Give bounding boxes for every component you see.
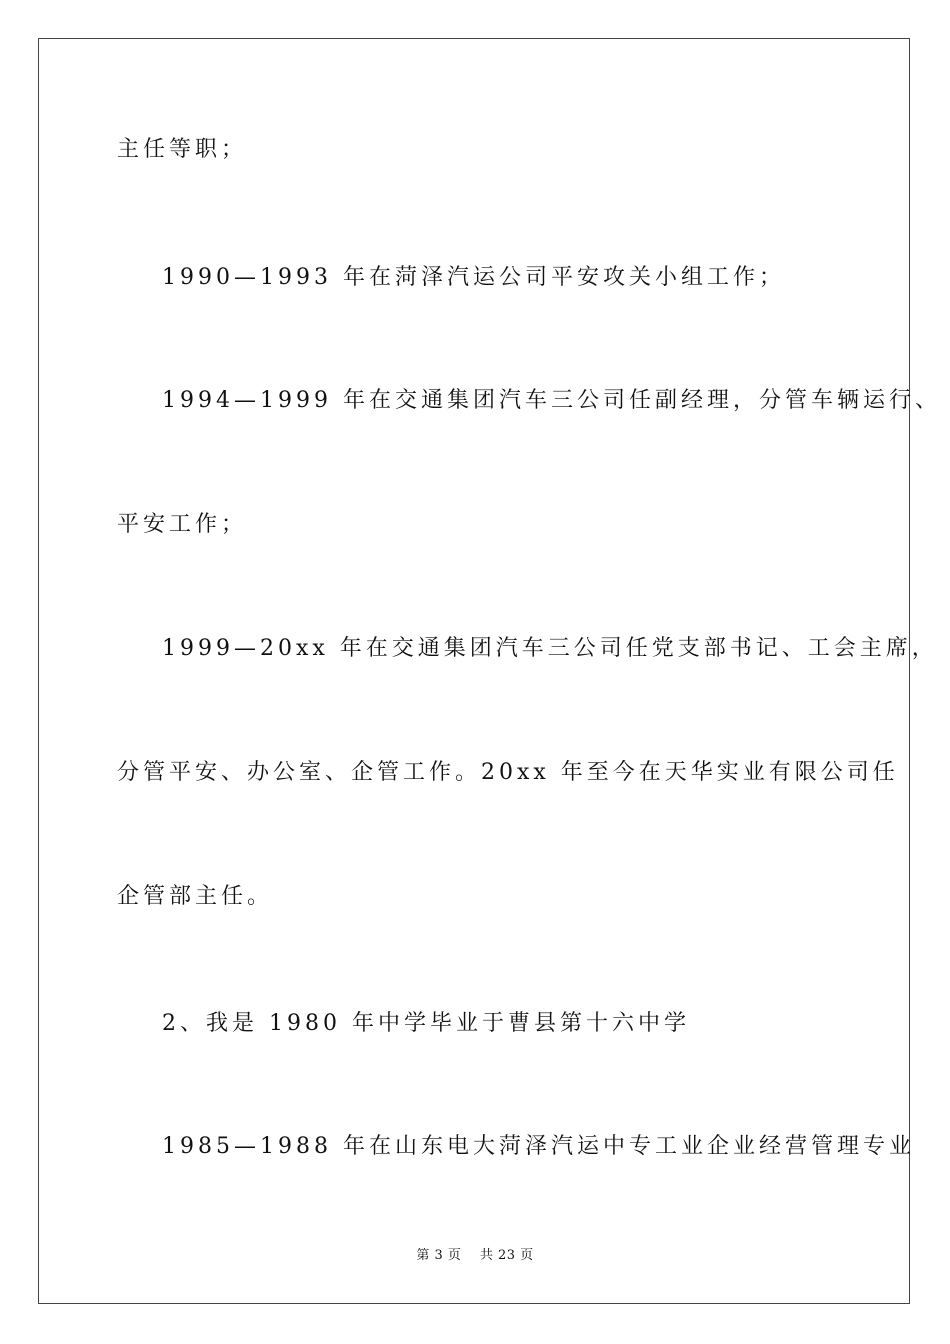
text-line-2: 1990—1993 年在菏泽汽运公司平安攻关小组工作； [162,265,785,290]
text-line-3: 1994—1999 年在交通集团汽车三公司任副经理，分管车辆运行、 [162,388,941,413]
text-line-7: 企管部主任。 [117,884,274,909]
page-number-footer: 第 3 页 共 23 页 [416,1248,534,1263]
text-line-6: 分管平安、办公室、企管工作。20xx 年至今在天华实业有限公司任 [117,760,899,785]
text-line-4: 平安工作； [117,512,248,537]
text-line-9: 1985—1988 年在山东电大菏泽汽运中专工业企业经营管理专业 [162,1134,915,1159]
text-line-1: 主任等职； [117,137,248,162]
text-line-8: 2、我是 1980 年中学毕业于曹县第十六中学 [162,1011,690,1036]
page-border [38,38,910,1304]
text-line-5: 1999—20xx 年在交通集团汽车三公司任党支部书记、工会主席， [162,636,938,661]
